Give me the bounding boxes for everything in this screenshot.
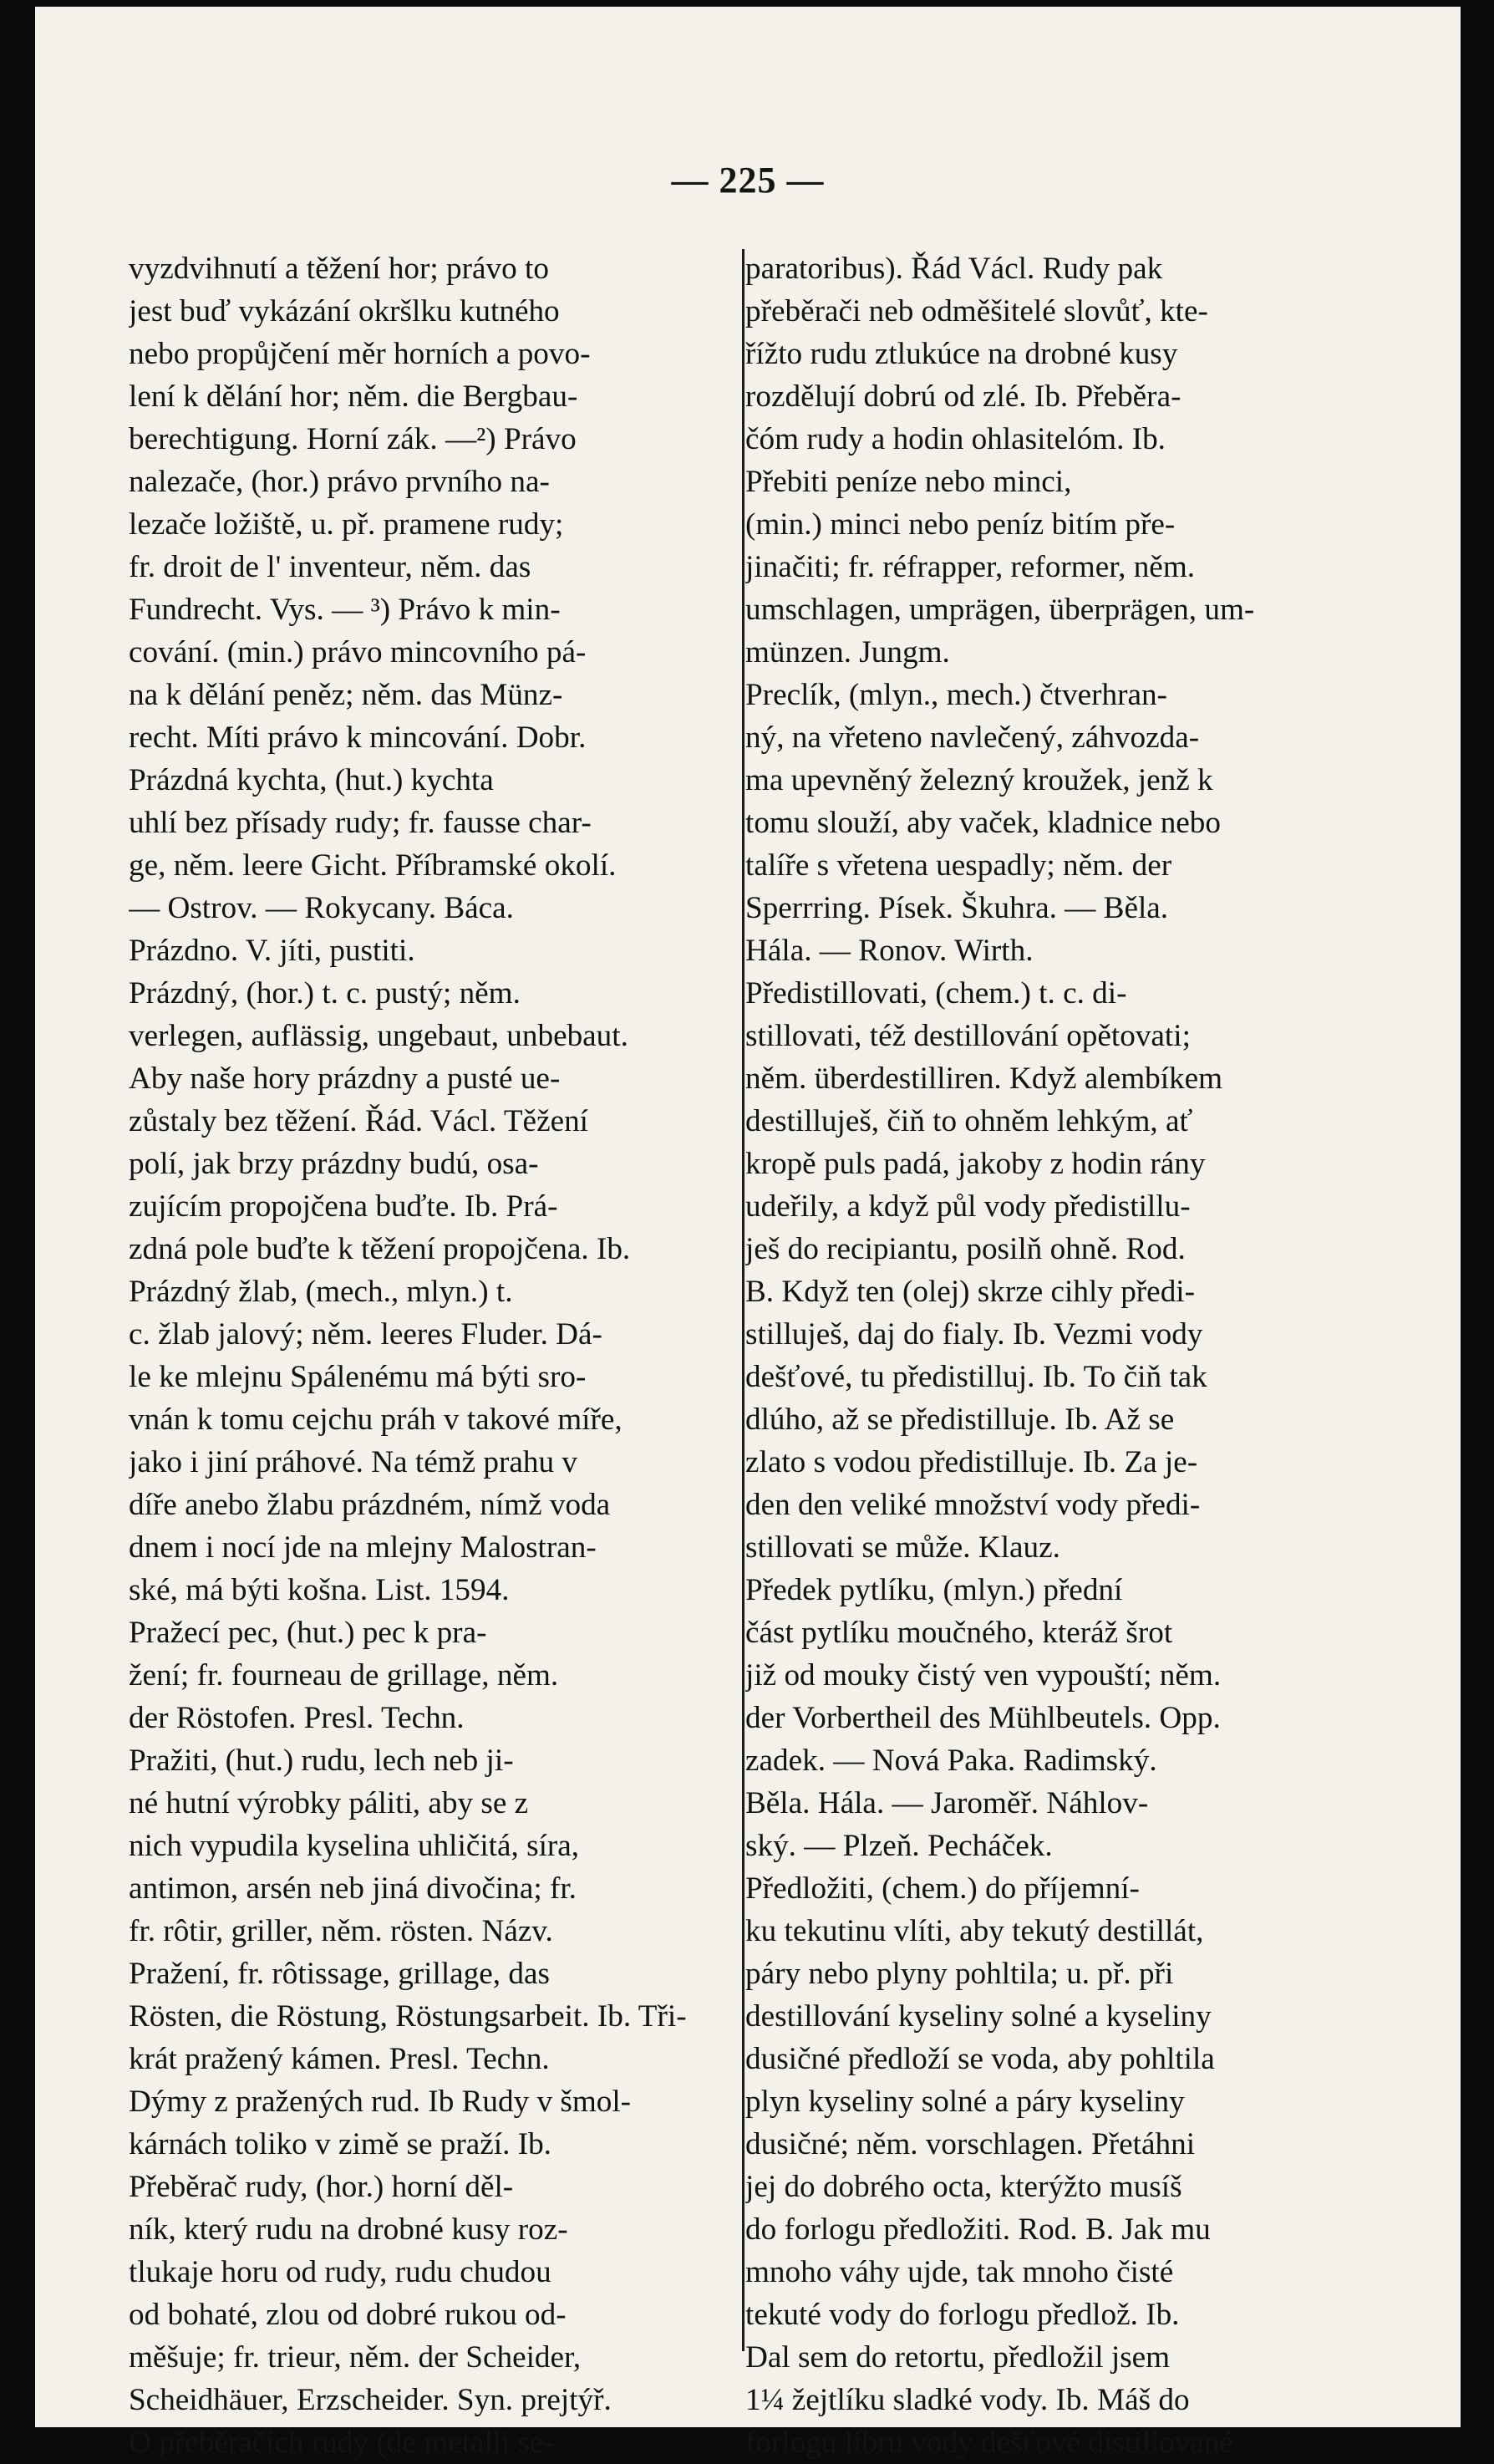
text-line: krát pražený kámen. Presl. Techn.	[129, 2042, 550, 2076]
text-line: zadek. — Nová Paka. Radimský.	[745, 1744, 1157, 1778]
text-line: díře anebo žlabu prázdném, nímž voda	[129, 1488, 611, 1522]
text-line: ný, na vřeteno navlečený, záhvozda-	[745, 720, 1200, 755]
text-line: — Ostrov. — Rokycany. Báca.	[129, 891, 514, 925]
text-line: od bohaté, zlou od dobré rukou od-	[129, 2298, 567, 2332]
text-line: nich vypudila kyselina uhličitá, síra,	[129, 1829, 580, 1863]
text-line: již od mouky čistý ven vypouští; něm.	[745, 1658, 1222, 1693]
text-line: B. Když ten (olej) skrze cihly předi-	[745, 1275, 1196, 1309]
text-line: fr. rôtir, griller, něm. rösten. Názv.	[129, 1914, 553, 1948]
text-line: fr. droit de l' inventeur, něm. das	[129, 550, 531, 584]
text-line: Prázdná kychta, (hut.) kychta	[129, 763, 494, 797]
text-line: dnem i nocí jde na mlejny Malostran-	[129, 1530, 597, 1565]
right-column	[745, 247, 1330, 2464]
text-line: kropě puls padá, jakoby z hodin rány	[745, 1147, 1206, 1181]
text-line: nalezače, (hor.) právo prvního na-	[129, 465, 550, 499]
text-line: ma upevněný železný kroužek, jenž k	[745, 763, 1213, 797]
text-line: čóm rudy a hodin ohlasitelóm. Ib.	[745, 422, 1166, 456]
text-line: Prázdný, (hor.) t. c. pustý; něm.	[129, 976, 521, 1011]
text-line: udeřily, a když půl vody předistillu-	[745, 1189, 1191, 1224]
text-line: 1¼ žejtlíku sladké vody. Ib. Máš do	[745, 2383, 1190, 2417]
text-line: lezače ložiště, u. př. pramene rudy;	[129, 507, 564, 542]
text-line: zdná pole buďte k těžení propojčena. Ib.	[129, 1232, 631, 1266]
text-line: ješ do recipiantu, posilň ohně. Rod.	[745, 1232, 1186, 1266]
text-line: Předložiti, (chem.) do příjemní-	[745, 1871, 1140, 1906]
text-line: Přeběrač rudy, (hor.) horní děl-	[129, 2170, 514, 2204]
text-line: talíře s vřetena uespadly; něm. der	[745, 848, 1172, 883]
page-number: — 225 —	[671, 160, 825, 201]
text-line: Přebiti peníze nebo minci,	[745, 465, 1072, 499]
text-line: tlukaje horu od rudy, rudu chudou	[129, 2255, 551, 2289]
text-line: umschlagen, umprägen, überprägen, um-	[745, 593, 1255, 627]
text-line: zujícím propojčena buďte. Ib. Prá-	[129, 1189, 558, 1224]
text-line: né hutní výrobky páliti, aby se z	[129, 1786, 529, 1820]
text-line: jako i jiní práhové. Na témž prahu v	[129, 1445, 577, 1479]
text-line: zlato s vodou předistilluje. Ib. Za je-	[745, 1445, 1198, 1479]
text-line: le ke mlejnu Spálenému má býti sro-	[129, 1360, 587, 1394]
text-line: Pražení, fr. rôtissage, grillage, das	[129, 1957, 550, 1991]
text-line: tomu slouží, aby vaček, kladnice nebo	[745, 806, 1221, 840]
text-line: cování. (min.) právo mincovního pá-	[129, 635, 587, 669]
text-line: žení; fr. fourneau de grillage, něm.	[129, 1658, 559, 1693]
text-line: ku tekutinu vlíti, aby tekutý destillát,	[745, 1914, 1204, 1948]
text-line: rozdělují dobrú od zlé. Ib. Přeběra-	[745, 379, 1181, 414]
text-line: ník, který rudu na drobné kusy roz-	[129, 2212, 568, 2247]
text-line: vnán k tomu cejchu práh v takové míře,	[129, 1403, 622, 1437]
text-line: der Vorbertheil des Mühlbeutels. Opp.	[745, 1701, 1221, 1735]
text-line: dusičné; něm. vorschlagen. Přetáhni	[745, 2127, 1196, 2161]
text-line: recht. Míti právo k mincování. Dobr.	[129, 720, 587, 755]
text-line: dešťové, tu předistilluj. Ib. To čiň tak	[745, 1360, 1207, 1394]
text-line: nebo propůjčení měr horních a povo-	[129, 337, 591, 371]
text-line: Prázdno. V. jíti, pustiti.	[129, 934, 415, 968]
text-line: dusičné předloží se voda, aby pohltila	[745, 2042, 1215, 2076]
text-line: Předistillovati, (chem.) t. c. di-	[745, 976, 1127, 1011]
text-line: přeběrači neb odměšitelé slovůť, kte-	[745, 294, 1208, 328]
text-line: Běla. Hála. — Jaroměř. Náhlov-	[745, 1786, 1149, 1820]
text-line: den den veliké množství vody předi-	[745, 1488, 1201, 1522]
text-line: antimon, arsén neb jiná divočina; fr.	[129, 1871, 577, 1906]
text-line: Pražiti, (hut.) rudu, lech neb ji-	[129, 1744, 514, 1778]
text-line: berechtigung. Horní zák. —²) Právo	[129, 422, 577, 456]
text-line: O přeběračích rudy (de metalli se-	[129, 2426, 555, 2460]
text-line: Fundrecht. Vys. — ³) Právo k min-	[129, 593, 561, 627]
text-line: na k dělání peněz; něm. das Münz-	[129, 678, 563, 712]
text-line: stilluješ, daj do fialy. Ib. Vezmi vody	[745, 1317, 1203, 1352]
text-line: stillovati se může. Klauz.	[745, 1530, 1060, 1565]
text-line: Hála. — Ronov. Wirth.	[745, 934, 1034, 968]
dictionary-page	[35, 7, 1461, 2460]
text-line: ge, něm. leere Gicht. Příbramské okolí.	[129, 848, 617, 883]
text-line: Pražecí pec, (hut.) pec k pra-	[129, 1616, 487, 1650]
text-line: (min.) minci nebo peníz bitím pře-	[745, 507, 1176, 542]
text-line: Preclík, (mlyn., mech.) čtverhran-	[745, 678, 1167, 712]
text-line: destillování kyseliny solné a kyseliny	[745, 1999, 1212, 2034]
text-line: plyn kyseliny solné a páry kyseliny	[745, 2085, 1185, 2119]
text-line: der Röstofen. Presl. Techn.	[129, 1701, 465, 1735]
text-line: münzen. Jungm.	[745, 635, 950, 669]
text-line: Dýmy z pražených rud. Ib Rudy v šmol-	[129, 2085, 632, 2119]
text-line: destilluješ, čiň to ohněm lehkým, ať	[745, 1104, 1193, 1138]
text-line: Scheidhäuer, Erzscheider. Syn. prejtýř.	[129, 2383, 612, 2417]
text-line: stillovati, též destillování opětovati;	[745, 1019, 1191, 1053]
text-line: ské, má býti košna. List. 1594.	[129, 1573, 510, 1607]
text-line: vyzdvihnutí a těžení hor; právo to	[129, 252, 549, 286]
text-line: část pytlíku moučného, kteráž šrot	[745, 1616, 1173, 1650]
text-line: páry nebo plyny pohltila; u. př. při	[745, 1957, 1174, 1991]
text-line: do forlogu předložiti. Rod. B. Jak mu	[745, 2212, 1211, 2247]
text-line: jej do dobrého octa, kterýžto musíš	[745, 2170, 1182, 2204]
text-line: dlúho, až se předistilluje. Ib. Až se	[745, 1403, 1175, 1437]
text-line: jinačiti; fr. réfrapper, reformer, něm.	[745, 550, 1196, 584]
text-line: řížto rudu ztlukúce na drobné kusy	[745, 337, 1178, 371]
text-line: Dal sem do retortu, předložil jsem	[745, 2340, 1171, 2375]
text-line: zůstaly bez těžení. Řád. Václ. Těžení	[129, 1104, 589, 1138]
text-line: Prázdný žlab, (mech., mlyn.) t.	[129, 1275, 513, 1309]
text-line: polí, jak brzy prázdny budú, osa-	[129, 1147, 539, 1181]
text-line: mnoho váhy ujde, tak mnoho čisté	[745, 2255, 1174, 2289]
text-line: kárnách toliko v zimě se praží. Ib.	[129, 2127, 551, 2161]
column-divider	[742, 249, 744, 2351]
text-line: forlogu libru vody dešťové distillované	[745, 2426, 1233, 2460]
text-line: Předek pytlíku, (mlyn.) přední	[745, 1573, 1123, 1607]
text-line: tekuté vody do forlogu předlož. Ib.	[745, 2298, 1180, 2332]
left-column	[129, 247, 718, 2464]
text-line: c. žlab jalový; něm. leeres Fluder. Dá-	[129, 1317, 602, 1352]
text-line: Aby naše hory prázdny a pusté ue-	[129, 1061, 561, 1096]
text-line: verlegen, auflässig, ungebaut, unbebaut.	[129, 1019, 628, 1053]
text-line: měšuje; fr. trieur, něm. der Scheider,	[129, 2340, 582, 2375]
text-line: lení k dělání hor; něm. die Bergbau-	[129, 379, 578, 414]
text-line: něm. überdestilliren. Když alembíkem	[745, 1061, 1223, 1096]
text-line: jest buď vykázání okršlku kutného	[129, 294, 560, 328]
text-line: Sperrring. Písek. Škuhra. — Běla.	[745, 891, 1169, 925]
text-line: Rösten, die Röstung, Röstungsarbeit. Ib. Tři-	[129, 1999, 687, 2034]
text-line: ský. — Plzeň. Pecháček.	[745, 1829, 1053, 1863]
text-line: uhlí bez přísady rudy; fr. fausse char-	[129, 806, 592, 840]
text-line: paratoribus). Řád Václ. Rudy pak	[745, 252, 1163, 286]
